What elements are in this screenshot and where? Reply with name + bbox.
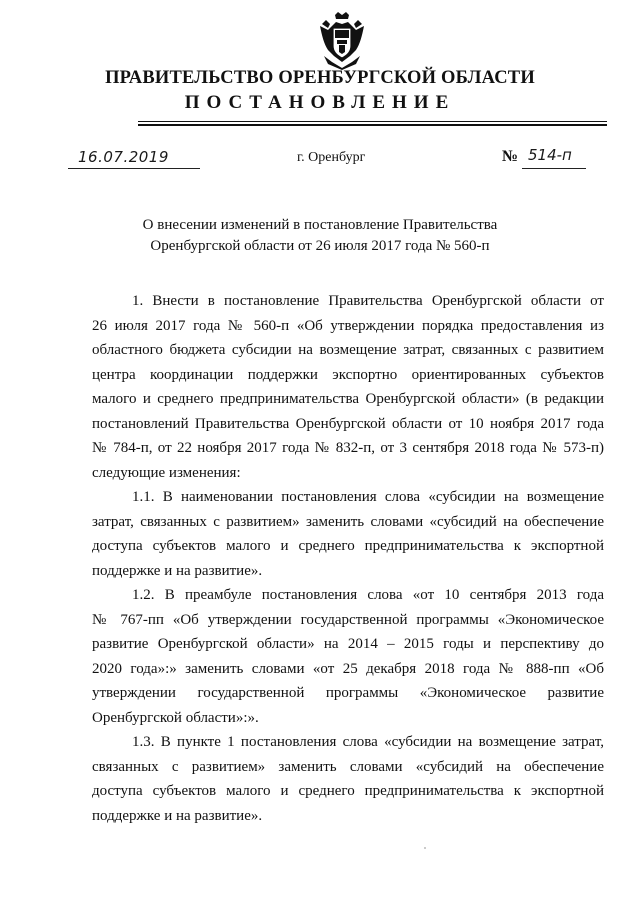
document-number-label: № <box>502 148 519 165</box>
paragraph-1-3-line: связанных с развитием» заменить словами «субсидий на обеспечение <box>92 758 604 775</box>
document-subject <box>0 215 640 257</box>
government-title: ПРАВИТЕЛЬСТВО ОРЕНБУРГСКОЙ ОБЛАСТИ <box>105 68 535 88</box>
paragraph-1-line: следующие изменения: <box>92 464 241 481</box>
paragraph-1-1-line: поддержке и на развитие». <box>92 562 263 579</box>
paragraph-1-3-line: поддержке и на развитие». <box>92 807 263 824</box>
paragraph-1-line: областного бюджета субсидии на возмещение затрат, связанных с развитием <box>92 342 604 358</box>
document-body <box>92 289 604 828</box>
paragraph-1-2-line: утверждении государственной программы «Экономическое развитие <box>92 685 604 701</box>
header-rule-thin <box>138 121 607 122</box>
document-city: г. Оренбург <box>297 150 366 165</box>
paragraph-1-2-line: № 767-пп «Об утверждении государственной программы «Экономическое <box>92 611 604 628</box>
paragraph-1-1-line: доступа субъектов малого и среднего предпринимательства к экспортной <box>92 538 604 554</box>
paragraph-1-line: № 784-п, от 22 ноября 2017 года № 832-п, от 3 сентября 2018 года № 573-п) <box>92 440 604 456</box>
paragraph-1-line: 26 июля 2017 года № 560-п «Об утверждении порядка предоставления из <box>92 317 604 334</box>
document-date: 16.07.2019 <box>78 148 169 166</box>
scan-speck <box>424 847 426 849</box>
paragraph-1-2-line: развитие Оренбургской области» на 2014 – 2015 годы и перспективу до <box>92 636 604 652</box>
paragraph-1-1-line: затрат, связанных с развитием» заменить словами «субсидий на обеспечение <box>92 513 604 530</box>
subject-line: Оренбургской области от 26 июля 2017 года № 560-п <box>150 238 490 254</box>
header-rule-thick <box>138 124 607 126</box>
paragraph-1-2-line: 1.2. В преамбуле постановления слова «от 10 сентября 2013 года <box>132 587 604 603</box>
paragraph-1-3-line: доступа субъектов малого и среднего предпринимательства к экспортной <box>92 783 604 799</box>
paragraph-1-line: постановлений Правительства Оренбургской области от 10 ноября 2017 года <box>92 415 604 432</box>
paragraph-1-line: малого и среднего предпринимательства Оренбургской области» (в редакции <box>92 391 604 407</box>
paragraph-1-line: центра координации поддержки экспортно ориентированных субъектов <box>92 366 604 383</box>
paragraph-1-3-line: 1.3. В пункте 1 постановления слова «субсидии на возмещение затрат, <box>132 734 604 750</box>
paragraph-1-2-line: Оренбургской области»:». <box>92 709 259 726</box>
document-number: 514-п <box>528 146 572 164</box>
orenburg-coat-of-arms-icon <box>318 12 366 70</box>
paragraph-1-line: 1. Внести в постановление Правительства Оренбургской области от <box>132 293 604 309</box>
paragraph-1-2-line: 2020 года»:» заменить словами «от 25 декабря 2018 года № 888-пп «Об <box>92 660 604 677</box>
date-underline <box>68 168 200 169</box>
paragraph-1-1-line: 1.1. В наименовании постановления слова «субсидии на возмещение <box>132 489 604 505</box>
document-type: ПОСТАНОВЛЕНИЕ <box>184 92 456 113</box>
number-underline <box>522 168 586 169</box>
subject-line: О внесении изменений в постановление Правительства <box>142 217 498 233</box>
